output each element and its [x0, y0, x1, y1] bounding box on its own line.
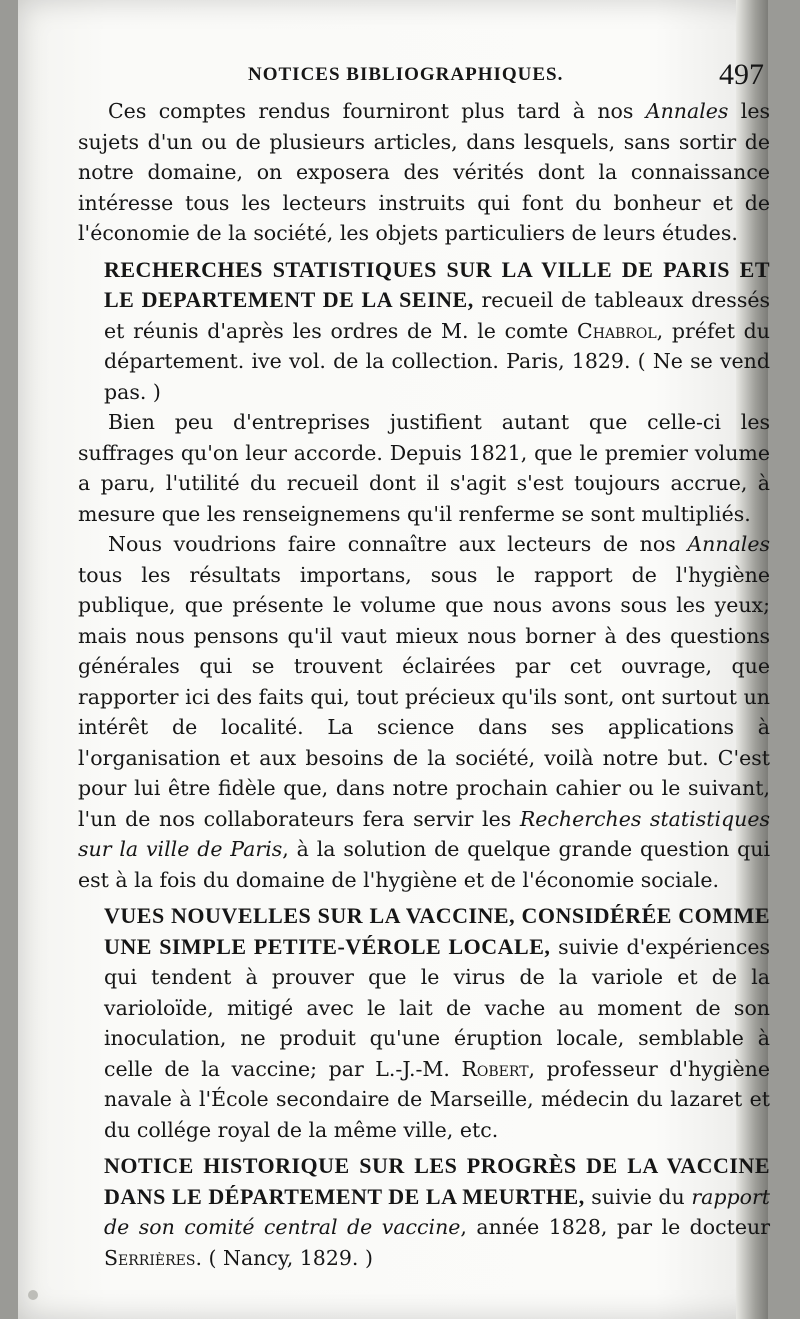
entry-1-title: RECHERCHES STATISTIQUES SUR LA VILLE DE PARIS ET LE DEPARTEMENT DE LA SEINE, [104, 256, 770, 312]
page-text [78, 58, 770, 1273]
entry-1-desc-b: , préfet du département. ive vol. de la collection. Paris, 1829. ( Ne se vend pas. ) [104, 318, 770, 404]
ink-smudge [28, 1290, 38, 1300]
entry-1-citation [78, 255, 770, 408]
page-header [78, 58, 770, 96]
entry-3-author: Serrières [104, 1245, 196, 1270]
entry-1-para2-c: , à la solution de quelque grande question qui est à la fois du domaine de l'hygiène et de l'économie sociale. [78, 837, 771, 892]
entry-3-desc-c: . ( Nancy, 1829. ) [195, 1245, 373, 1270]
entry-1-author: Chabrol [577, 318, 657, 343]
page-number: 497 [719, 58, 764, 91]
entry-2-citation [78, 901, 770, 1145]
entry-2-title: VUES NOUVELLES SUR LA VACCINE, CONSIDÉRÉE COMME UNE SIMPLE PETITE-VÉROLE LOCALE, [104, 903, 770, 959]
intro-text-a: Ces comptes rendus fourniront plus tard à nos [108, 99, 646, 123]
entry-3-desc-b: , année 1828, par le docteur [460, 1215, 770, 1239]
entry-3-desc-a: suivie du [584, 1184, 692, 1209]
entry-1-annales: Annales [687, 532, 770, 556]
entry-3-rapport: rapport de son comité central de vaccine [104, 1184, 770, 1239]
entry-2-author: Robert [461, 1056, 529, 1081]
annales-title: Annales [645, 99, 729, 123]
book-page [18, 0, 771, 1319]
entry-3-citation [78, 1151, 770, 1273]
entry-2-desc-b: , professeur d'hygiène navale à l'École secondaire de Marseille, médecin du lazaret et du collége royal de la même ville, etc. [104, 1056, 770, 1142]
entry-1-para2-b: tous les résultats importans, sous le rapport de l'hygiène publique, que présente le volume que nous avons sous les yeux; mais nous pensons qu'il vaut mieux nous borner à des questions générales qui se trouvent éclairées par cet ouvrage, que rapporter ici des faits qui, tout précieux qu'ils sont, ont surtout un intérêt de localité. La science dans ses applications à l'organisation et aux besoins de la société, voilà notre but. C'est pour lui être fidèle que, dans notre prochain cahier ou le suivant, l'un de nos collaborateurs fera servir les [78, 562, 770, 831]
entry-1-paragraph-1: Bien peu d'entreprises justifient autant que celle-ci les suffrages qu'on leur accorde. Depuis 1821, que le premier volume a paru, l'utilité du recueil dont il s'agit s'est toujours accrue, à mesure que les renseignemens qu'il renferme se sont multipliés. [78, 410, 770, 526]
entry-2-desc-a: suivie d'expériences qui tendent à prouver que le virus de la variole et de la varioloïde, mitigé avec le lait de vache au moment de son inoculation, ne produit qu'une éruption locale, semblable à celle de la vaccine; par L.-J.-M. [104, 934, 770, 1081]
intro-text-b: les sujets d'un ou de plusieurs articles, dans lesquels, sans sortir de notre domaine, on exposera des vérités dont la connaissance intéresse tous les lecteurs instruits qui font du bonheur et de l'économie de la société, les objets particuliers de leurs études. [78, 99, 770, 245]
entry-1-paragraph-2 [78, 529, 770, 895]
entry-1-desc-a: recueil de tableaux dressés et réunis d'après les ordres de M. le comte [104, 288, 771, 343]
entry-1-para2-a: Nous voudrions faire connaître aux lecteurs de nos [108, 532, 688, 556]
bibliographic-entry-2 [78, 901, 770, 1145]
bibliographic-entry-1 [78, 255, 770, 896]
bibliographic-entry-3 [78, 1151, 770, 1273]
intro-paragraph [78, 96, 770, 249]
entry-1-recherches-title: Recherches statistiques sur la ville de Paris [78, 806, 770, 861]
entry-3-title: NOTICE HISTORIQUE SUR LES PROGRÈS DE LA VACCINE DANS LE DÉPARTEMENT DE LA MEURTHE, [104, 1153, 770, 1209]
running-head: NOTICES BIBLIOGRAPHIQUES. [248, 64, 564, 85]
